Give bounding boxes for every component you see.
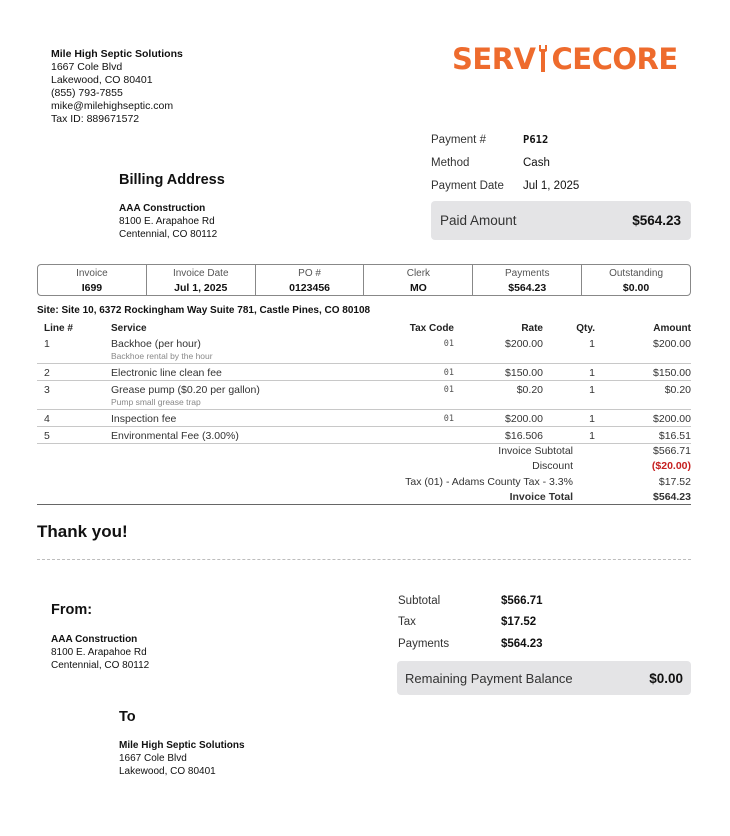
item-qty: 1: [589, 384, 595, 396]
discount-value: ($20.00): [651, 460, 691, 473]
invoice-summary: [37, 264, 691, 296]
line-items-table: [37, 321, 691, 444]
col-line: Line #: [44, 322, 73, 334]
table-row: [37, 381, 691, 410]
table-row: [37, 335, 691, 364]
item-service: Backhoe (per hour): [111, 338, 201, 350]
from-name: AAA Construction: [51, 634, 138, 645]
tax-value: $17.52: [658, 475, 691, 488]
remaining-balance-value: $0.00: [649, 670, 683, 686]
paid-amount-box: [431, 201, 691, 240]
summary-header: Payments: [504, 268, 550, 279]
summary-value: Jul 1, 2025: [174, 282, 228, 294]
billing-address2: Centennial, CO 80112: [119, 229, 218, 240]
summary-value: MO: [409, 282, 427, 294]
company-email: mike@milehighseptic.com: [51, 100, 174, 112]
table-row: [37, 427, 691, 444]
thank-you-heading: Thank you!: [37, 522, 128, 541]
item-line: 5: [44, 430, 50, 442]
item-line: 3: [44, 384, 50, 396]
item-qty: 1: [589, 413, 595, 425]
table-row: [37, 410, 691, 427]
logo-text-part1: SERV: [452, 42, 536, 76]
item-service: Inspection fee: [111, 413, 177, 425]
to-title: To: [119, 709, 136, 725]
summary-header: Outstanding: [609, 268, 664, 279]
item-line: 1: [44, 338, 50, 350]
company-phone: (855) 793-7855: [51, 87, 123, 99]
summary-value: $0.00: [622, 282, 650, 294]
item-amount: $16.51: [658, 430, 691, 442]
wrench-icon: [536, 43, 550, 75]
col-service: Service: [111, 322, 147, 334]
summary-cell-invoice-date: [147, 265, 256, 295]
payment-method-label: Method: [431, 156, 470, 169]
from-address2: Centennial, CO 80112: [51, 660, 150, 671]
billing-address: [119, 202, 217, 241]
item-rate: $200.00: [505, 338, 543, 350]
item-description: Pump small grease trap: [111, 397, 201, 407]
payment-balance-summary: [398, 590, 543, 655]
col-tax-code: Tax Code: [409, 322, 454, 334]
item-tax-code: 01: [443, 414, 454, 424]
summary-cell-outstanding: [582, 265, 690, 295]
dashed-divider: [37, 559, 691, 560]
servicecore-logo: [452, 42, 678, 76]
site-address: Site: Site 10, 6372 Rockingham Way Suite 781, Castle Pines, CO 80108: [37, 305, 371, 316]
to-name: Mile High Septic Solutions: [119, 740, 245, 751]
company-address2: Lakewood, CO 80401: [51, 74, 153, 86]
to-address: [119, 739, 245, 778]
item-amount: $200.00: [653, 413, 691, 425]
summary-header: PO #: [298, 268, 321, 279]
company-address1: 1667 Cole Blvd: [51, 61, 123, 73]
payment-number: P612: [523, 133, 549, 146]
table-row: [37, 364, 691, 381]
item-line: 2: [44, 367, 50, 379]
logo-text-part2: CECORE: [551, 42, 678, 76]
paid-amount-label: Paid Amount: [440, 213, 517, 228]
summary-value: 0123456: [289, 282, 331, 294]
to-address1: 1667 Cole Blvd: [119, 753, 187, 764]
billing-address-title: Billing Address: [119, 172, 225, 188]
item-line: 4: [44, 413, 50, 425]
remaining-balance-box: [397, 661, 691, 695]
paid-amount-value: $564.23: [632, 213, 681, 228]
item-amount: $0.20: [664, 384, 691, 396]
item-service: Environmental Fee (3.00%): [111, 430, 239, 442]
balance-subtotal-label: Subtotal: [398, 594, 441, 607]
item-qty: 1: [589, 338, 595, 350]
item-service: Electronic line clean fee: [111, 367, 222, 379]
item-qty: 1: [589, 367, 595, 379]
summary-value: I699: [81, 282, 103, 294]
payment-method: Cash: [523, 156, 550, 169]
balance-payments-value: $564.23: [501, 637, 543, 650]
invoice-total-label: Invoice Total: [509, 491, 573, 504]
item-qty: 1: [589, 430, 595, 442]
payment-meta: [431, 128, 579, 197]
col-amount: Amount: [653, 322, 691, 334]
from-title: From:: [51, 602, 93, 618]
item-service: Grease pump ($0.20 per gallon): [111, 384, 260, 396]
from-address: [51, 633, 149, 672]
item-description: Backhoe rental by the hour: [111, 351, 213, 361]
item-tax-code: 01: [443, 385, 454, 395]
billing-address1: 8100 E. Arapahoe Rd: [119, 216, 215, 227]
item-rate: $0.20: [516, 384, 543, 396]
payment-number-label: Payment #: [431, 133, 486, 146]
summary-header: Invoice Date: [172, 268, 229, 279]
item-amount: $150.00: [653, 367, 691, 379]
balance-payments-label: Payments: [398, 637, 450, 650]
company-info: [51, 48, 183, 126]
tax-label: Tax (01) - Adams County Tax - 3.3%: [405, 475, 573, 488]
balance-subtotal-value: $566.71: [501, 594, 543, 607]
payment-date: Jul 1, 2025: [523, 179, 580, 192]
summary-header: Clerk: [406, 268, 431, 279]
summary-value: $564.23: [508, 282, 547, 294]
line-items-header: [37, 321, 691, 335]
col-rate: Rate: [521, 322, 543, 334]
summary-header: Invoice: [76, 268, 108, 279]
payment-date-label: Payment Date: [431, 179, 504, 192]
summary-cell-clerk: [364, 265, 473, 295]
remaining-balance-label: Remaining Payment Balance: [405, 670, 573, 686]
summary-cell-payments: [473, 265, 582, 295]
item-amount: $200.00: [653, 338, 691, 350]
summary-cell-po: [256, 265, 365, 295]
subtotal-label: Invoice Subtotal: [498, 444, 573, 457]
subtotal-value: $566.71: [653, 444, 691, 457]
summary-cell-invoice: [38, 265, 147, 295]
balance-tax-label: Tax: [398, 616, 416, 629]
company-tax-id: Tax ID: 889671572: [51, 113, 140, 125]
divider: [37, 504, 691, 505]
invoice-totals: [300, 443, 691, 505]
balance-tax-value: $17.52: [501, 616, 537, 629]
item-tax-code: 01: [443, 368, 454, 378]
item-rate: $16.506: [505, 430, 543, 442]
invoice-total-value: $564.23: [653, 491, 691, 504]
from-address1: 8100 E. Arapahoe Rd: [51, 647, 147, 658]
item-rate: $200.00: [505, 413, 543, 425]
company-name: Mile High Septic Solutions: [51, 48, 183, 60]
item-rate: $150.00: [505, 367, 543, 379]
to-address2: Lakewood, CO 80401: [119, 766, 216, 777]
discount-label: Discount: [532, 460, 573, 473]
billing-name: AAA Construction: [119, 203, 206, 214]
item-tax-code: 01: [443, 339, 454, 349]
col-qty: Qty.: [576, 322, 595, 334]
